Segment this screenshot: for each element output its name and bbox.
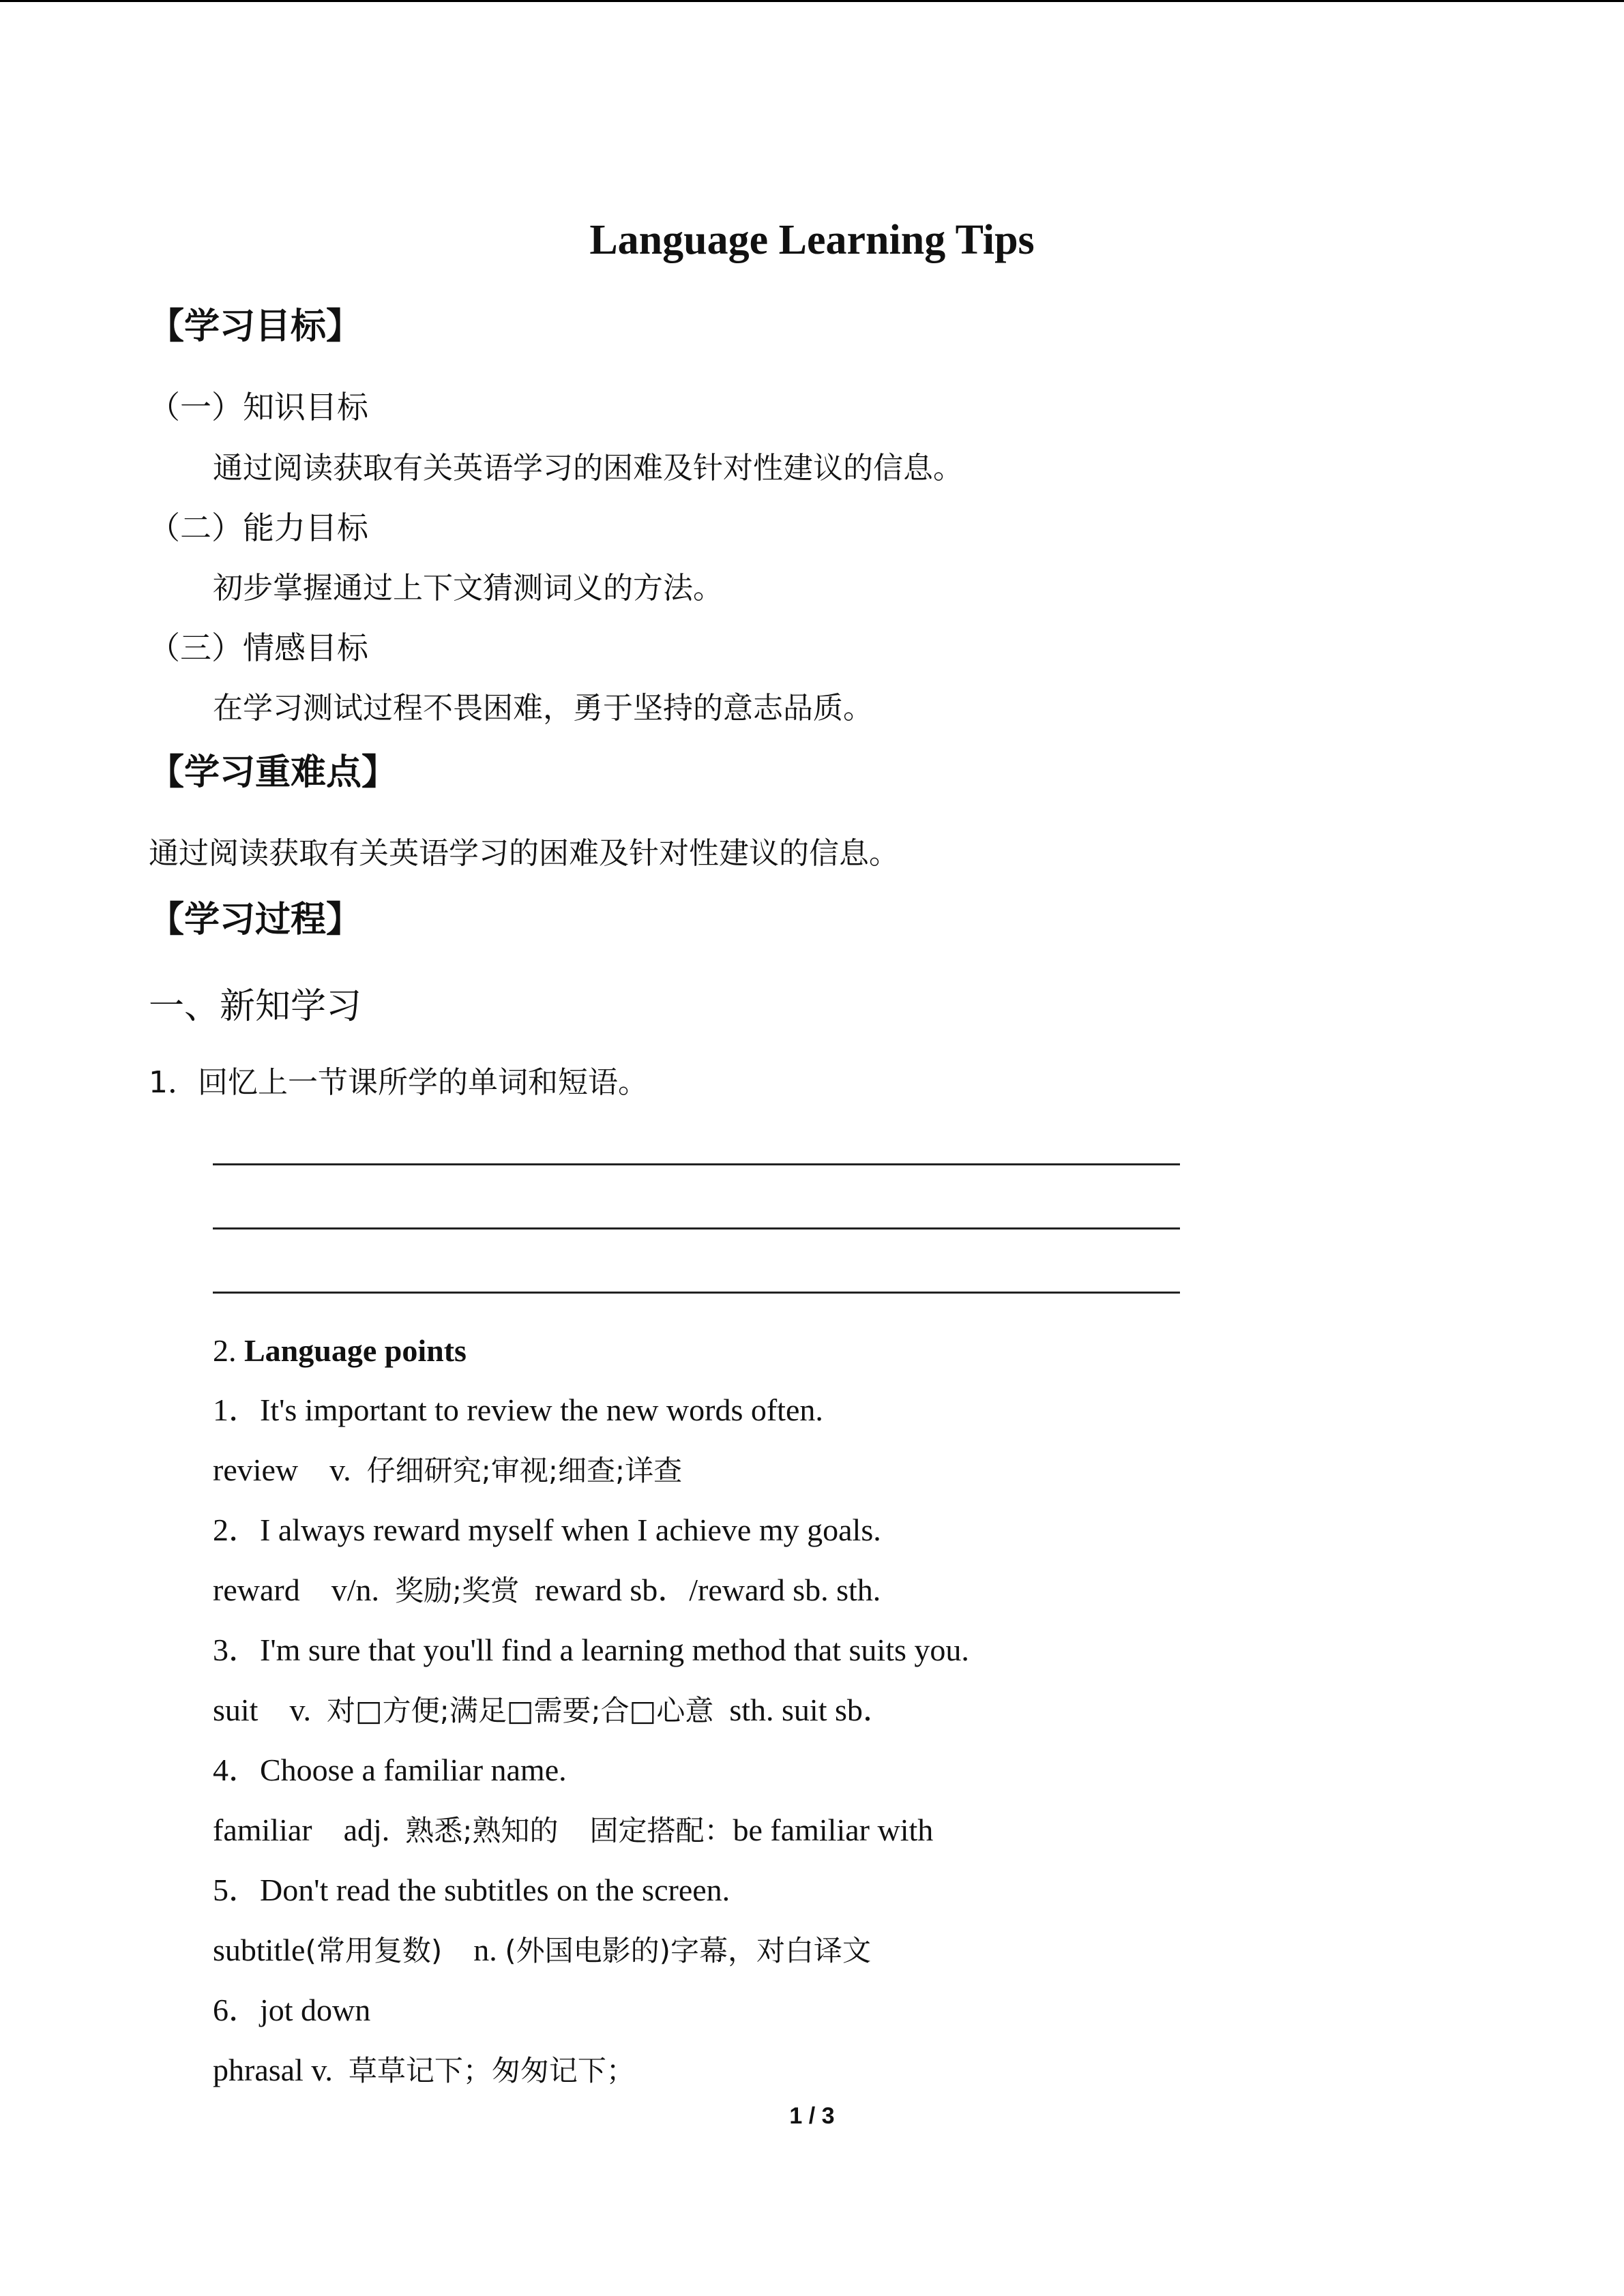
language-point-sentence: 1．It's important to review the new words often. [213,1392,823,1427]
document-title: Language Learning Tips [589,217,1035,263]
vocab-word: reward [213,1572,300,1607]
part-of-speech: n. [473,1933,497,1967]
answer-blank-line [213,1292,1180,1294]
word-meaning: 奖励;奖赏 [394,1574,520,1607]
word-meaning: 对□方便;满足□需要;合□心意 [326,1694,714,1727]
answer-blank-line [213,1163,1180,1165]
language-point-definition [213,1688,894,1733]
vocab-word: subtitle [213,1933,306,1967]
usage-pattern: sth. suit sb． [729,1693,894,1727]
vocab-word: review [213,1452,299,1487]
process-heading: 【学习过程】 [149,899,362,940]
usage-pattern: be familiar with [733,1813,934,1847]
language-points-title: Language points [244,1333,467,1368]
key-points-text: 通过阅读获取有关英语学习的困难及针对性建议的信息。 [149,836,899,871]
word-meaning: 熟悉;熟知的 [405,1814,559,1847]
part-of-speech: v. [329,1452,351,1487]
word-meaning: 字幕，对白译文 [670,1934,872,1967]
objectives-heading: 【学习目标】 [149,306,362,347]
word-meaning: 草草记下；匆匆记下； [348,2054,635,2087]
language-point-sentence: 5．Don't read the subtitles on the screen. [213,1873,730,1907]
review-words-item: 1．回忆上一节课所学的单词和短语。 [149,1065,648,1100]
vocab-word: suit [213,1693,259,1727]
emotion-objective-label: （三）情感目标 [149,629,368,666]
ability-objective-text: 初步掌握通过上下文猜测词义的方法。 [213,571,723,606]
knowledge-objective-label: （一）知识目标 [149,389,368,426]
meaning-prefix: (外国电影的) [505,1934,671,1967]
knowledge-objective-text: 通过阅读获取有关英语学习的困难及针对性建议的信息。 [213,451,963,486]
section-new-knowledge: 一、新知学习 [149,986,362,1027]
ability-objective-label: （二）能力目标 [149,509,368,546]
language-point-definition [213,1568,881,1613]
answer-blank-line [213,1227,1180,1229]
emotion-objective-text: 在学习测试过程不畏困难，勇于坚持的意志品质。 [213,691,873,726]
usage-pattern: reward sb．/reward sb. sth. [535,1572,881,1607]
language-point-definition [213,2048,635,2093]
part-of-speech: v/n. [331,1572,379,1607]
key-points-heading: 【学习重难点】 [149,752,398,793]
vocab-word: familiar [213,1813,312,1847]
language-points-number: 2. [213,1333,244,1368]
language-point-definition [213,1928,871,1973]
language-point-sentence: 3．I'm sure that you'll find a learning method that suits you. [213,1632,969,1667]
part-of-speech: v. [289,1693,311,1727]
language-points-heading [213,1329,467,1373]
part-of-speech: adj. [343,1813,390,1847]
language-point-sentence: 6．jot down [213,1993,371,2027]
page-number: 1 / 3 [789,2103,835,2129]
word-note: (常用复数) [305,1934,443,1967]
collocation-label: 固定搭配： [589,1814,733,1847]
language-point-sentence: 4．Choose a familiar name. [213,1753,567,1787]
top-border-line [0,0,1624,2]
word-meaning: 仔细研究;审视;细查;详查 [366,1454,683,1487]
language-point-definition [213,1448,682,1493]
vocab-word: phrasal v. [213,2053,333,2087]
language-point-sentence: 2．I always reward myself when I achieve my goals. [213,1512,881,1547]
language-point-definition [213,1808,933,1853]
